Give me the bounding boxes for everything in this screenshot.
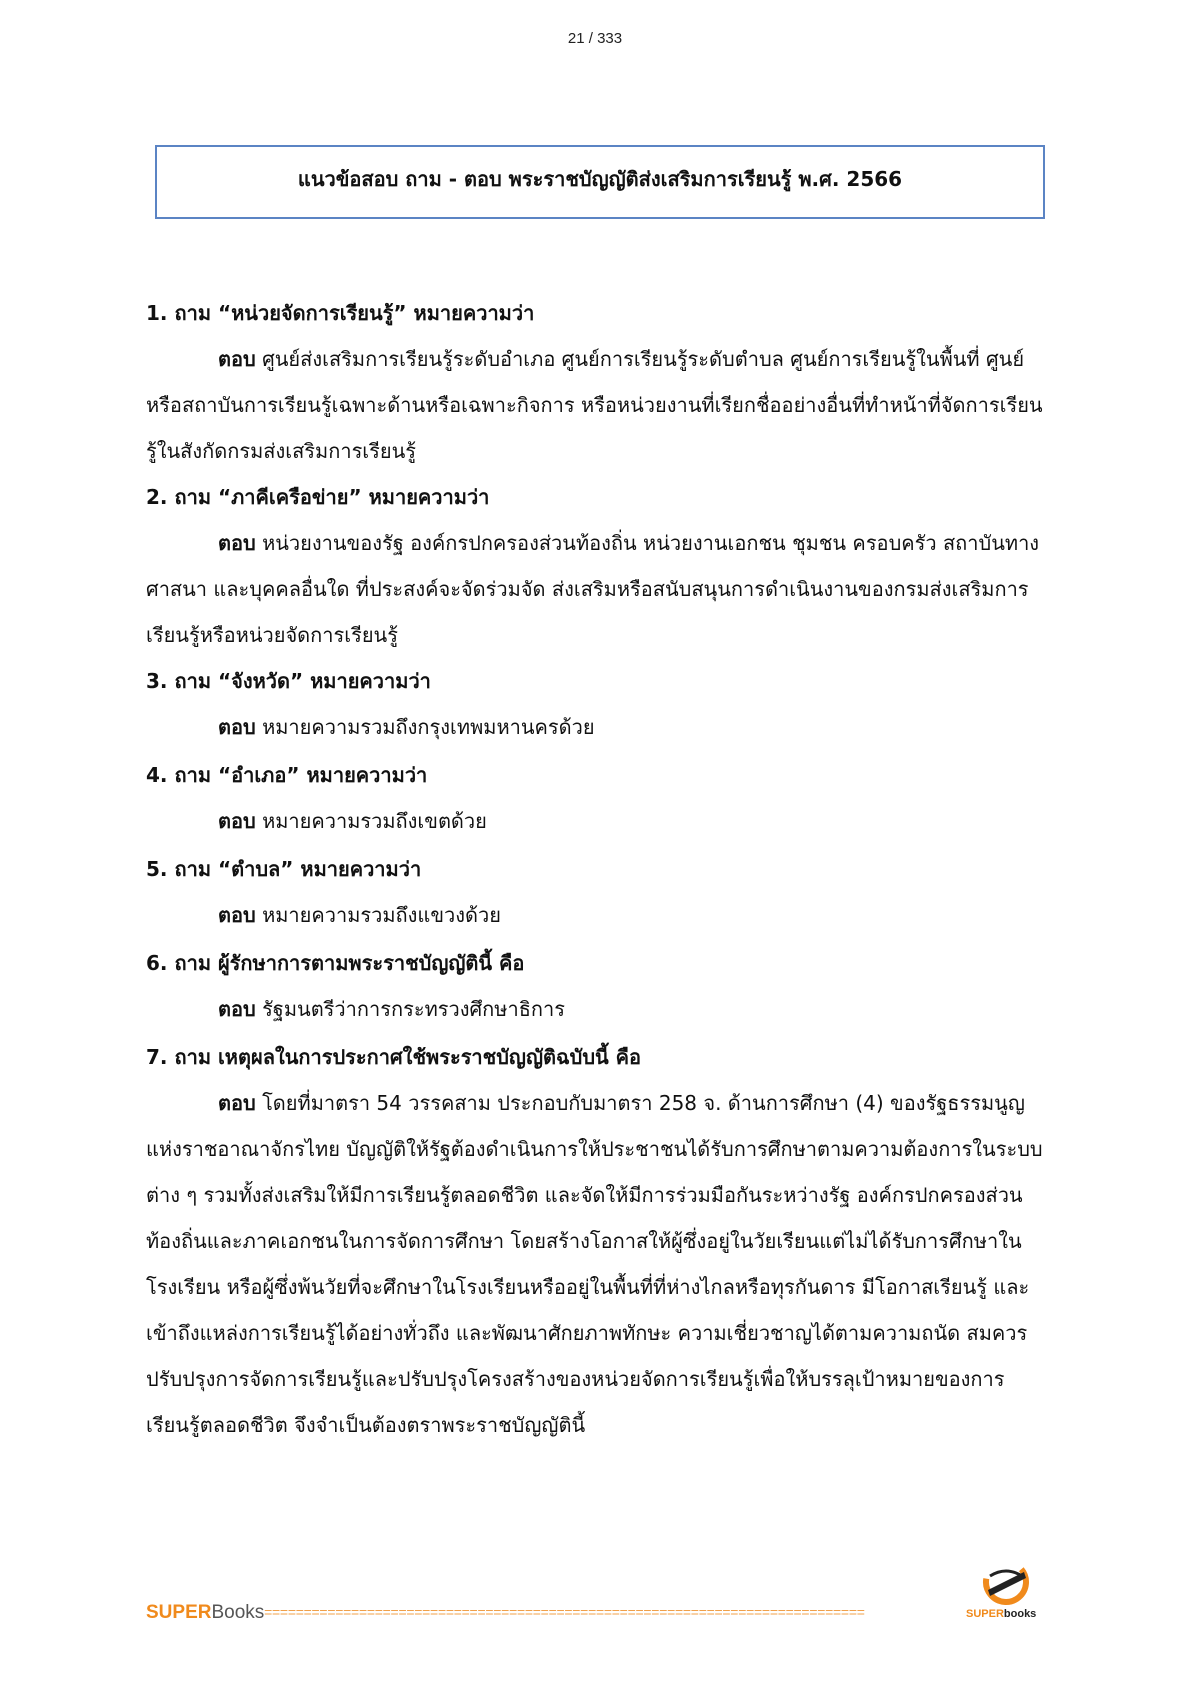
question-2: 2. ถาม “ภาคีเครือข่าย” หมายความว่า [146, 485, 490, 509]
answer-label: ตอบ [218, 903, 256, 927]
answer-1 [146, 336, 1046, 474]
qa-list [146, 298, 1046, 1456]
answer-label: ตอบ [218, 531, 256, 555]
brand-books: Books [211, 1602, 265, 1623]
footer-brand [146, 1602, 264, 1624]
answer-text: หน่วยงานของรัฐ องค์กรปกครองส่วนท้องถิ่น หน่วยงานเอกชน ชุมชน ครอบครัว สถาบันทางศาสนา และบุคคลอื่นใด ที่ประสงค์จะจัดร่วมจัด ส่งเสริมหรือสนับสนุนการดำเนินงานของกรมส่งเสริมการเรียนรู้หรือหน่วยจัดการเรียนรู้ [146, 531, 1040, 647]
answer-7 [146, 1080, 1046, 1448]
question-5: 5. ถาม “ตำบล” หมายความว่า [146, 857, 422, 881]
question-6: 6. ถาม ผู้รักษาการตามพระราชบัญญัตินี้ คือ [146, 951, 525, 975]
brand-super: SUPER [146, 1602, 212, 1623]
answer-2 [146, 520, 1046, 658]
answer-label: ตอบ [218, 1091, 256, 1115]
question-3: 3. ถาม “จังหวัด” หมายความว่า [146, 669, 431, 693]
answer-text: หมายความรวมถึงเขตด้วย [262, 809, 487, 833]
question-1: 1. ถาม “หน่วยจัดการเรียนรู้” หมายความว่า [146, 301, 535, 325]
answer-6 [146, 986, 1046, 1032]
answer-text: รัฐมนตรีว่าการกระทรวงศึกษาธิการ [262, 997, 565, 1021]
answer-label: ตอบ [218, 809, 256, 833]
logo-wordmark: SUPERbooks [966, 1608, 1037, 1620]
answer-label: ตอบ [218, 347, 256, 371]
answer-5 [146, 892, 1046, 938]
title-box [155, 145, 1045, 219]
answer-text: หมายความรวมถึงแขวงด้วย [262, 903, 501, 927]
answer-text: ศูนย์ส่งเสริมการเรียนรู้ระดับอำเภอ ศูนย์การเรียนรู้ระดับตำบล ศูนย์การเรียนรู้ในพื้นที่ ศูนย์หรือสถาบันการเรียนรู้เฉพาะด้านหรือเฉพาะกิจการ หรือหน่วยงานที่เรียกชื่ออย่างอื่นที่ทำหน้าที่จัดการเรียนรู้ในสังกัดกรมส่งเสริมการเรียนรู้ [146, 347, 1043, 463]
footer-divider: ============================================================================ [264, 1606, 865, 1622]
answer-label: ตอบ [218, 997, 256, 1021]
answer-4 [146, 798, 1046, 844]
answer-text: หมายความรวมถึงกรุงเทพมหานครด้วย [262, 715, 595, 739]
answer-3 [146, 704, 1046, 750]
page-indicator: 21 / 333 [567, 30, 623, 47]
page-footer [146, 1590, 1046, 1630]
document-title: แนวข้อสอบ ถาม - ตอบ พระราชบัญญัติส่งเสริมการเรียนรู้ พ.ศ. 2566 [297, 167, 903, 191]
question-4: 4. ถาม “อำเภอ” หมายความว่า [146, 763, 428, 787]
question-7: 7. ถาม เหตุผลในการประกาศใช้พระราชบัญญัติฉบับนี้ คือ [146, 1045, 642, 1069]
answer-label: ตอบ [218, 715, 256, 739]
answer-text: โดยที่มาตรา 54 วรรคสาม ประกอบกับมาตรา 258 จ. ด้านการศึกษา (4) ของรัฐธรรมนูญแห่งราชอาณาจักรไทย บัญญัติให้รัฐต้องดำเนินการให้ประชาชนได้รับการศึกษาตามความต้องการในระบบต่าง ๆ รวมทั้งส่งเสริมให้มีการเรียนรู้ตลอดชีวิต และจัดให้มีการร่วมมือกันระหว่างรัฐ องค์กรปกครองส่วนท้องถิ่นและภาคเอกชนในการจัดการศึกษา โดยสร้างโอกาสให้ผู้ซึ่งอยู่ในวัยเรียนแต่ไม่ได้รับการศึกษาในโรงเรียน หรือผู้ซึ่งพ้นวัยที่จะศึกษาในโรงเรียนหรืออยู่ในพื้นที่ที่ห่างไกลหรือทุรกันดาร มีโอกาสเรียนรู้ และเข้าถึงแหล่งการเรียนรู้ได้อย่างทั่วถึง และพัฒนาศักยภาพทักษะ ความเชี่ยวชาญได้ตามความถนัด สมควรปรับปรุงการจัดการเรียนรู้และปรับปรุงโครงสร้างของหน่วยจัดการเรียนรู้เพื่อให้บรรลุเป้าหมายของการเรียนรู้ตลอดชีวิต จึงจำเป็นต้องตราพระราชบัญญัตินี้ [146, 1091, 1043, 1437]
